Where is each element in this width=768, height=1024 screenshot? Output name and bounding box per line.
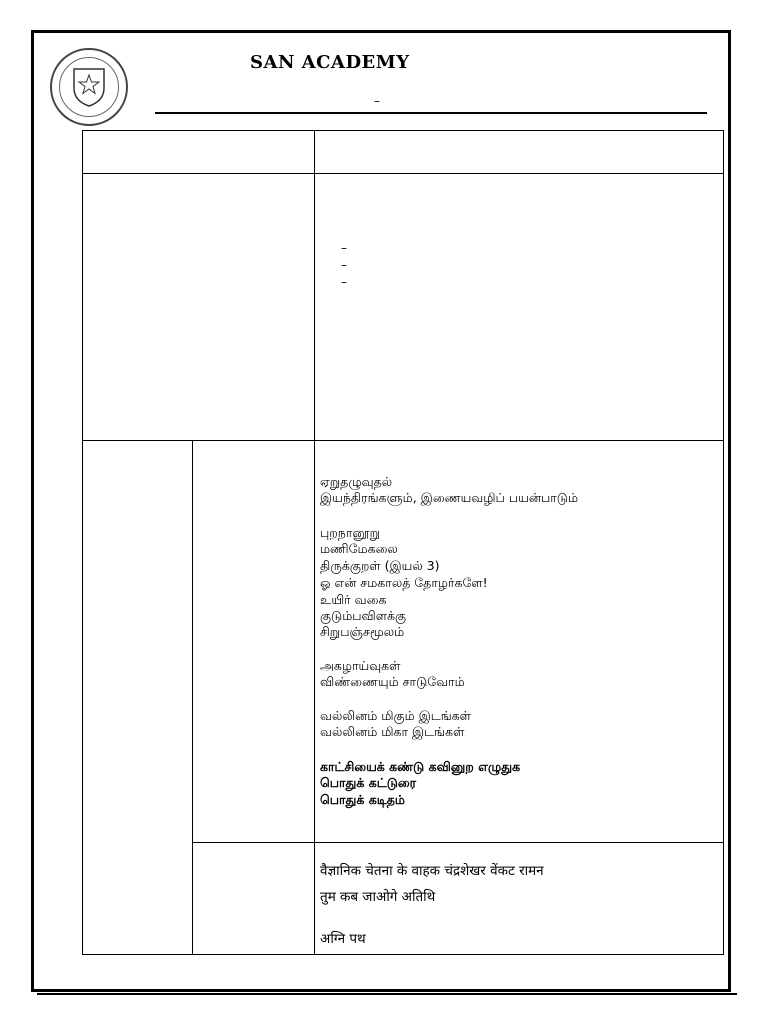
tamil-topic: காட்சியைக் கண்டு கவினுற எழுதுக xyxy=(320,759,521,774)
table-row-divider xyxy=(192,842,724,843)
list-dash: – xyxy=(341,275,347,289)
tamil-topic: சிறுபஞ்சமூலம் xyxy=(320,624,405,639)
tamil-topic: ஏறுதழுவுதல் xyxy=(320,474,393,489)
table-column-divider xyxy=(192,440,193,955)
school-logo xyxy=(50,48,128,126)
page-bottom-rule xyxy=(37,993,737,995)
header-underline xyxy=(155,112,707,114)
table-column-divider xyxy=(314,130,315,955)
tamil-topic: வல்லினம் மிகா இடங்கள் xyxy=(320,724,465,739)
shield-icon xyxy=(71,66,107,108)
list-dash: – xyxy=(341,241,347,255)
tamil-topic: மணிமேகலை xyxy=(320,541,398,556)
page-title: SAN ACADEMY xyxy=(250,52,410,73)
table-row-divider xyxy=(82,440,724,441)
tamil-topic: விண்ணையும் சாடுவோம் xyxy=(320,674,465,689)
tamil-topic: அகழாய்வுகள் xyxy=(320,658,401,673)
tamil-topic: ஓ என் சமகாலத் தோழர்களே! xyxy=(320,575,488,590)
list-dash: – xyxy=(341,258,347,272)
syllabus-table xyxy=(82,130,724,955)
table-row-divider xyxy=(82,173,724,174)
tamil-topic: பொதுக் கடிதம் xyxy=(320,792,405,807)
header-dash: – xyxy=(374,94,380,108)
hindi-topic: अग्नि पथ xyxy=(320,931,366,947)
tamil-topic: உயிர் வகை xyxy=(320,592,387,607)
tamil-topic: திருக்குறள் (இயல் 3) xyxy=(320,558,440,573)
tamil-topic: புறநானூறு xyxy=(320,525,381,540)
tamil-topic: பொதுக் கட்டுரை xyxy=(320,775,417,790)
tamil-topic: குடும்பவிளக்கு xyxy=(320,608,407,623)
tamil-topic: வல்லினம் மிகும் இடங்கள் xyxy=(320,708,471,723)
hindi-topic: वैज्ञानिक चेतना के वाहक चंद्रशेखर वेंकट रामन xyxy=(320,863,544,879)
tamil-topic: இயந்திரங்களும், இணையவழிப் பயன்பாடும் xyxy=(320,490,579,505)
hindi-topic: तुम कब जाओगे अतिथि xyxy=(320,889,436,905)
